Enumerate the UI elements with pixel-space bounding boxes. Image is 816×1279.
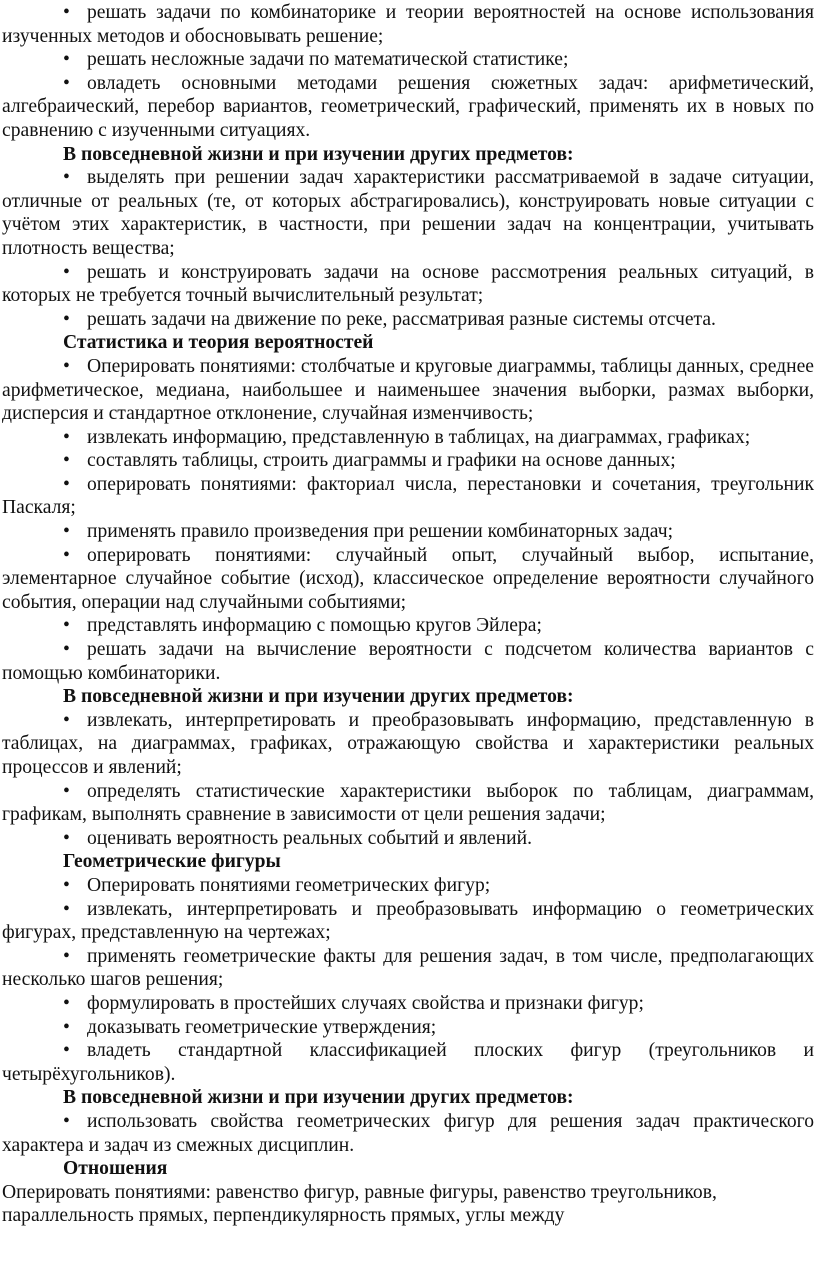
- bullet-marker: •: [63, 898, 70, 920]
- paragraph: Оперировать понятиями: равенство фигур, равные фигуры, равенство треугольников, параллельность прямых, перпендикулярность прямых, углы между: [2, 1181, 717, 1227]
- list-item: [2, 992, 814, 1016]
- list-item-text: доказывать геометрические утверждения;: [87, 1016, 437, 1038]
- list-item: [2, 898, 814, 945]
- list-item-text: извлекать информацию, представленную в таблицах, на диаграммах, графиках;: [87, 426, 751, 448]
- list-item: [2, 827, 814, 851]
- list-item: [2, 709, 814, 780]
- list-item: [2, 780, 814, 827]
- bullet-marker: •: [63, 1016, 70, 1038]
- bullet-marker: •: [63, 473, 70, 495]
- list-item: [2, 874, 814, 898]
- bullet-marker: •: [63, 261, 70, 283]
- bullet-marker: •: [63, 167, 70, 189]
- list-item: [2, 426, 814, 450]
- document-page: [2, 1, 814, 1228]
- list-item: [2, 614, 814, 638]
- list-item-text: оперировать понятиями: факториал числа, перестановки и сочетания, треугольник Паскаля;: [2, 473, 814, 519]
- list-item-text: представлять информацию с помощью кругов Эйлера;: [87, 615, 542, 637]
- list-item-text: владеть стандартной классификацией плоских фигур (треугольников и четырёхугольников).: [2, 1040, 814, 1085]
- list-item-text: решать задачи по комбинаторике и теории вероятностей на основе использования изученных методов и обосновывать решение;: [2, 2, 814, 47]
- list-item: [2, 308, 814, 332]
- section-heading: В повседневной жизни и при изучении других предметов:: [63, 686, 574, 708]
- list-item-text: применять правило произведения при решении комбинаторных задач;: [87, 521, 674, 543]
- list-item-text: Оперировать понятиями: столбчатые и круговые диаграммы, таблицы данных, среднее арифметическое, медиана, наибольшее и наименьшее значения выборки, размах выборки, дисперсия и стандартное отклонение, случайная изменчивость;: [2, 355, 814, 425]
- list-item: [2, 72, 814, 143]
- bullet-marker: •: [63, 308, 70, 330]
- list-item: [2, 1016, 814, 1040]
- section-heading: В повседневной жизни и при изучении других предметов:: [63, 143, 574, 165]
- bullet-marker: •: [63, 945, 70, 967]
- list-item: [2, 449, 814, 473]
- list-item-text: применять геометрические факты для решения задач, в том числе, предполагающих несколько шагов решения;: [2, 945, 814, 991]
- list-item: [2, 945, 814, 992]
- bullet-marker: •: [63, 992, 70, 1014]
- list-item-text: оперировать понятиями: случайный опыт, случайный выбор, испытание, элементарное случайное событие (исход), классическое определение вероятности случайного события, операции над случайными событиями;: [2, 544, 814, 613]
- bullet-marker: •: [63, 355, 70, 377]
- list-item: [2, 48, 814, 72]
- bullet-marker: •: [63, 521, 70, 543]
- list-item-text: овладеть основными методами решения сюжетных задач: арифметический, алгебраический, перебор вариантов, геометрический, графический, применять их в новых по сравнению с изученными ситуациях.: [2, 72, 814, 141]
- bullet-marker: •: [63, 49, 70, 71]
- list-item-text: извлекать, интерпретировать и преобразовывать информацию, представленную в таблицах, на диаграммах, графиках, отражающую свойства и характеристики реальных процессов и явлений;: [2, 709, 814, 778]
- list-item-text: составлять таблицы, строить диаграммы и графики на основе данных;: [87, 450, 676, 472]
- bullet-marker: •: [63, 639, 70, 661]
- list-item: [2, 638, 814, 685]
- list-item-text: использовать свойства геометрических фигур для решения задач практического характера и задач из смежных дисциплин.: [2, 1110, 814, 1156]
- list-item: [2, 473, 814, 520]
- section-heading: Геометрические фигуры: [63, 851, 281, 873]
- list-item: [2, 544, 814, 615]
- list-item-text: оценивать вероятность реальных событий и явлений.: [87, 827, 532, 849]
- bullet-marker: •: [63, 874, 70, 896]
- list-item: [2, 1, 814, 48]
- bullet-marker: •: [63, 1110, 70, 1132]
- section-heading: Статистика и теория вероятностей: [63, 332, 374, 354]
- list-item-text: извлекать, интерпретировать и преобразовывать информацию о геометрических фигурах, представленную на чертежах;: [2, 898, 814, 944]
- bullet-marker: •: [63, 827, 70, 849]
- bullet-marker: •: [63, 615, 70, 637]
- list-item-text: решать задачи на движение по реке, рассматривая разные системы отсчета.: [87, 308, 716, 330]
- bullet-marker: •: [63, 426, 70, 448]
- list-item-text: формулировать в простейших случаях свойства и признаки фигур;: [87, 992, 644, 1014]
- list-item: [2, 261, 814, 308]
- list-item: [2, 1039, 814, 1086]
- list-item-text: решать и конструировать задачи на основе рассмотрения реальных ситуаций, в которых не требуется точный вычислительный результат;: [2, 261, 814, 307]
- list-item-text: определять статистические характеристики выборок по таблицам, диаграммам, графикам, выполнять сравнение в зависимости от цели решения задачи;: [2, 780, 814, 826]
- bullet-marker: •: [63, 1040, 70, 1062]
- list-item-text: решать задачи на вычисление вероятности с подсчетом количества вариантов с помощью комбинаторики.: [2, 639, 814, 684]
- list-item: [2, 1110, 814, 1157]
- bullet-marker: •: [63, 450, 70, 472]
- list-item-text: решать несложные задачи по математической статистике;: [87, 49, 569, 71]
- section-heading: Отношения: [63, 1158, 168, 1180]
- list-item-text: выделять при решении задач характеристики рассматриваемой в задаче ситуации, отличные от реальных (те, от которых абстрагировались), конструировать новые ситуации с учётом этих характеристик, в частности, при решении задач на концентрации, учитывать плотность вещества;: [2, 167, 814, 259]
- bullet-marker: •: [63, 544, 70, 566]
- list-item: [2, 520, 814, 544]
- bullet-marker: •: [63, 780, 70, 802]
- list-item-text: Оперировать понятиями геометрических фигур;: [87, 874, 491, 896]
- bullet-marker: •: [63, 2, 70, 23]
- list-item: [2, 355, 814, 426]
- list-item: [2, 166, 814, 260]
- bullet-marker: •: [63, 709, 70, 731]
- bullet-marker: •: [63, 72, 70, 94]
- section-heading: В повседневной жизни и при изучении других предметов:: [63, 1087, 574, 1109]
